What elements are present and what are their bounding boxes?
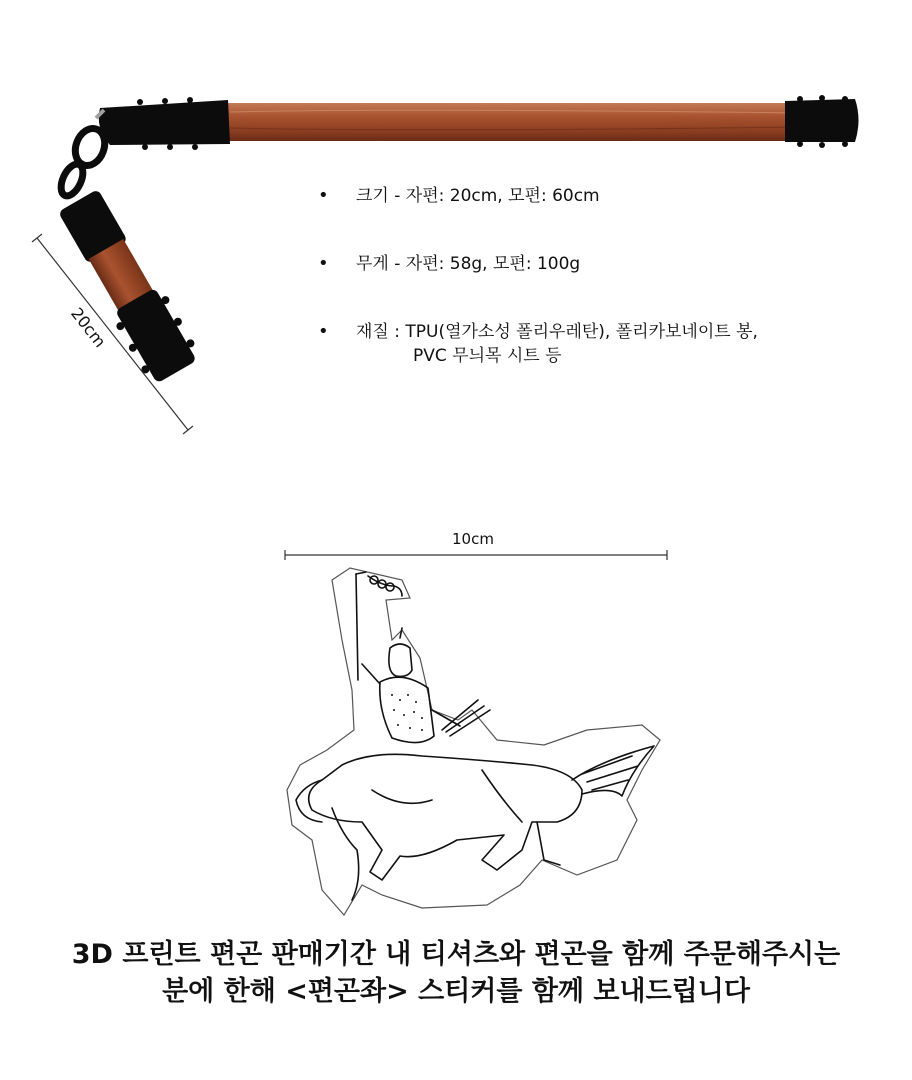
bullet-icon: •	[318, 185, 329, 206]
dimension-label-short-stick: 20cm	[67, 304, 110, 351]
spec-text: 크기 - 자편: 20cm, 모편: 60cm	[356, 186, 600, 206]
sticker-outline	[287, 568, 660, 915]
spec-text-continued: PVC 무늬목 시트 등	[413, 346, 562, 366]
spec-text: 재질 : TPU(열가소성 폴리우레탄), 폴리카보네이트 봉,	[356, 322, 758, 342]
bullet-icon: •	[318, 253, 329, 274]
bullet-icon: •	[318, 321, 329, 342]
promo-caption-line-2: 분에 한해 <편곤좌> 스티커를 함께 보내드립니다	[162, 976, 750, 1007]
rider-sticker-illustration	[282, 560, 672, 920]
flail-product-image	[0, 0, 912, 460]
spec-text: 무게 - 자편: 58g, 모편: 100g	[356, 254, 581, 274]
chain-links	[57, 124, 110, 199]
long-stick-right-cap	[785, 99, 859, 142]
long-stick-wood	[210, 103, 810, 141]
dimension-label-sticker: 10cm	[452, 530, 494, 548]
promo-caption-line-1: 3D 프린트 편곤 판매기간 내 티셔츠와 편곤을 함께 주문해주시는	[71, 939, 841, 970]
long-stick-left-cap	[99, 100, 230, 145]
